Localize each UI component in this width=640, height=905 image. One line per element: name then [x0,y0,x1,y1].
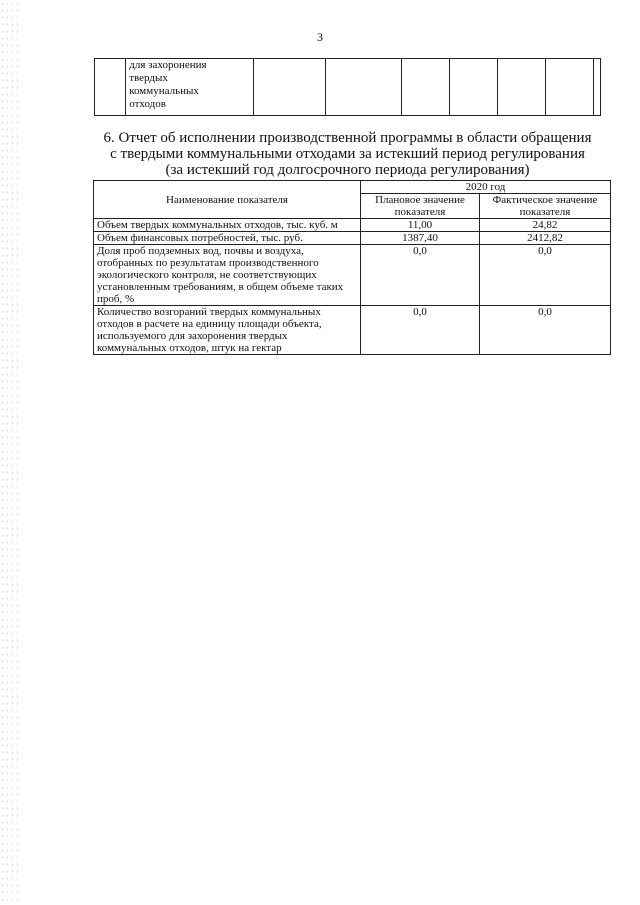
table-cell-label [126,59,253,116]
row-planned: 1387,40 [361,232,480,245]
row-name: Количество возгораний твердых коммунальных отходов в расчете на единицу площади объекта, используемого для захоронения твердых коммунальных отходов, штук на гектар [94,306,361,355]
section-title [94,130,601,178]
table-row [94,245,611,306]
header-row [94,181,611,194]
table-row [94,306,611,355]
row-planned: 0,0 [361,306,480,355]
row-name: Объем твердых коммунальных отходов, тыс. куб. м [94,219,361,232]
table-cell [449,59,497,116]
row-planned: 0,0 [361,245,480,306]
label-line: для захоронения [129,59,207,71]
table-row [94,219,611,232]
row-actual: 24,82 [480,219,611,232]
table-cell [401,59,449,116]
table-row [94,232,611,245]
header-planned: Плановое значение показателя [361,194,480,219]
row-actual: 0,0 [480,245,611,306]
table-cell [253,59,325,116]
title-line: с твердыми коммунальными отходами за истекший период регулирования [110,146,585,162]
scan-edge-noise [0,0,22,905]
header-year: 2020 год [361,181,611,194]
page-number: 3 [317,30,323,44]
header-actual: Фактическое значение показателя [480,194,611,219]
table-cell [325,59,401,116]
row-actual: 0,0 [480,306,611,355]
row-name: Объем финансовых потребностей, тыс. руб. [94,232,361,245]
table-cell [594,59,601,116]
label-line: коммунальных [129,85,199,97]
title-line: 6. Отчет об исполнении производственной программы в области обращения [103,130,592,146]
label-line: отходов [129,98,166,110]
row-actual: 2412,82 [480,232,611,245]
header-name: Наименование показателя [94,181,361,219]
row-name: Доля проб подземных вод, почвы и воздуха, отобранных по результатам производственного экологического контроля, не соответствующих установленным требованиям, в общем объеме таких проб, % [94,245,361,306]
table-cell [545,59,593,116]
continued-table [94,58,601,116]
title-line: (за истекший год долгосрочного периода регулирования) [165,162,530,178]
row-planned: 11,00 [361,219,480,232]
table-cell [497,59,545,116]
report-table [93,180,611,355]
table-row [95,59,601,116]
label-line: твердых [129,72,168,84]
table-cell [95,59,126,116]
